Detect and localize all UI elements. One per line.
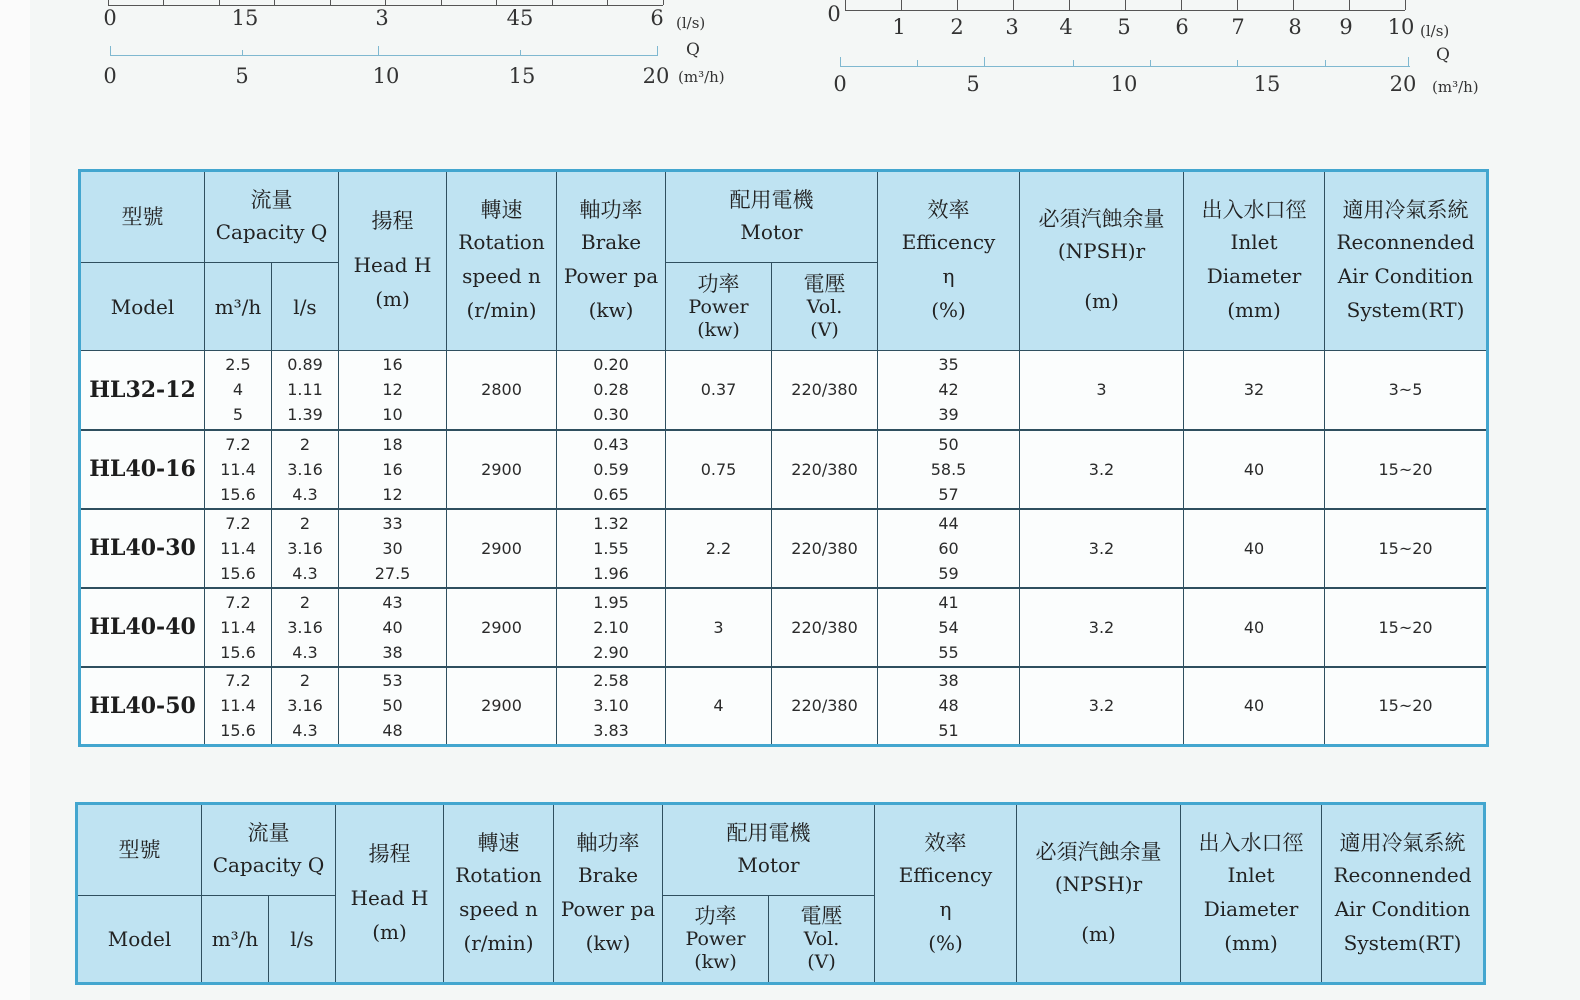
page-margin [0, 0, 30, 1000]
motor-header: 配用電機 Motor [666, 171, 878, 263]
motor-power-cell: 2.2 [666, 509, 772, 588]
table-row [80, 509, 1488, 588]
model-cell: HL40-50 [80, 667, 205, 746]
right-top-label: 2 [950, 15, 964, 39]
model-cell: HL40-30 [80, 509, 205, 588]
right-flow-scale [760, 0, 1580, 110]
right-top-label: 5 [1117, 15, 1131, 39]
brake-power-cell: 0.43 0.59 0.65 [557, 430, 666, 509]
motor-power-header: 功率 Power (kw) [663, 896, 769, 984]
inlet-cell: 32 [1184, 351, 1325, 430]
motor-voltage-cell: 220/380 [772, 351, 878, 430]
right-top-label: 10 [1387, 15, 1415, 39]
model-cell: HL32-12 [80, 351, 205, 430]
motor-voltage-cell: 220/380 [772, 430, 878, 509]
left-top-label: 15 [231, 6, 259, 30]
speed-cell: 2900 [447, 588, 557, 667]
table-row [80, 588, 1488, 667]
npsh-header: 必須汽蝕余量 (NPSH)r (m) [1020, 171, 1184, 351]
table-row [80, 430, 1488, 509]
right-top-label: 1 [892, 15, 906, 39]
inlet-cell: 40 [1184, 667, 1325, 746]
efficiency-header: 效率 Efficency η (%) [875, 804, 1017, 984]
efficiency-cell: 35 42 39 [878, 351, 1020, 430]
npsh-cell: 3.2 [1020, 509, 1184, 588]
brake-power-cell: 2.58 3.10 3.83 [557, 667, 666, 746]
model-cell: HL40-16 [80, 430, 205, 509]
left-bottom-label: 0 [103, 64, 117, 88]
inlet-cell: 40 [1184, 430, 1325, 509]
capacity-ls-header: l/s [269, 896, 336, 984]
motor-voltage-header: 電壓 Vol. (V) [769, 896, 875, 984]
speed-header: 轉速 Rotation speed n (r/min) [447, 171, 557, 351]
motor-power-cell: 3 [666, 588, 772, 667]
motor-header: 配用電機 Motor [663, 804, 875, 896]
brake-power-cell: 1.32 1.55 1.96 [557, 509, 666, 588]
right-top-label: 9 [1339, 15, 1353, 39]
speed-cell: 2800 [447, 351, 557, 430]
capacity-m3h-header: m³/h [205, 263, 272, 351]
right-top-label: 0 [827, 2, 841, 26]
left-bottom-label: 5 [235, 64, 249, 88]
spec-table-header [80, 171, 1488, 351]
right-top-unit: (l/s) [1420, 22, 1450, 40]
capacity-m3h-cell: 7.2 11.4 15.6 [205, 588, 272, 667]
air-condition-cell: 15~20 [1325, 588, 1488, 667]
speed-cell: 2900 [447, 667, 557, 746]
right-bottom-label: 0 [833, 72, 847, 96]
left-bottom-label: 15 [508, 64, 536, 88]
capacity-ls-cell: 2 3.16 4.3 [272, 430, 339, 509]
table-row [80, 667, 1488, 746]
motor-voltage-cell: 220/380 [772, 588, 878, 667]
speed-cell: 2900 [447, 430, 557, 509]
model-header-en: Model [80, 263, 205, 351]
model-header: 型號 [80, 171, 205, 263]
air-condition-cell: 15~20 [1325, 509, 1488, 588]
motor-voltage-cell: 220/380 [772, 509, 878, 588]
table-row [80, 351, 1488, 430]
capacity-m3h-cell: 7.2 11.4 15.6 [205, 509, 272, 588]
left-top-label: 45 [506, 6, 534, 30]
head-header: 揚程 Head H (m) [336, 804, 444, 984]
right-top-label: 7 [1231, 15, 1245, 39]
brake-power-cell: 0.20 0.28 0.30 [557, 351, 666, 430]
brake-power-header: 軸功率 Brake Power pa (kw) [554, 804, 663, 984]
head-header: 揚程 Head H (m) [339, 171, 447, 351]
right-top-label: 8 [1288, 15, 1302, 39]
speed-cell: 2900 [447, 509, 557, 588]
brake-power-cell: 1.95 2.10 2.90 [557, 588, 666, 667]
pump-spec-table-2 [75, 802, 1486, 985]
model-cell: HL40-40 [80, 588, 205, 667]
head-cell: 53 50 48 [339, 667, 447, 746]
capacity-ls-cell: 0.89 1.11 1.39 [272, 351, 339, 430]
npsh-cell: 3.2 [1020, 667, 1184, 746]
inlet-cell: 40 [1184, 588, 1325, 667]
right-top-label: 6 [1175, 15, 1189, 39]
capacity-m3h-cell: 7.2 11.4 15.6 [205, 667, 272, 746]
capacity-m3h-cell: 7.2 11.4 15.6 [205, 430, 272, 509]
capacity-m3h-header: m³/h [202, 896, 269, 984]
brake-power-header: 軸功率 Brake Power pa (kw) [557, 171, 666, 351]
left-axis-line [110, 55, 658, 56]
motor-voltage-header: 電壓 Vol. (V) [772, 263, 878, 351]
left-flow-scale [0, 0, 760, 110]
right-top-label: 4 [1059, 15, 1073, 39]
air-condition-cell: 3~5 [1325, 351, 1488, 430]
model-header: 型號 [77, 804, 202, 896]
model-header-en: Model [77, 896, 202, 984]
left-bottom-unit: (m³/h) [678, 68, 725, 86]
capacity-header: 流量 Capacity Q [205, 171, 339, 263]
left-top-unit: (l/s) [676, 14, 706, 32]
right-axis-letter: Q [1436, 45, 1450, 65]
motor-power-cell: 0.75 [666, 430, 772, 509]
efficiency-cell: 41 54 55 [878, 588, 1020, 667]
air-condition-header: 適用冷氣系統 Reconnended Air Condition System(RT) [1322, 804, 1485, 984]
air-condition-header: 適用冷氣系統 Reconnended Air Condition System(RT) [1325, 171, 1488, 351]
head-cell: 33 30 27.5 [339, 509, 447, 588]
air-condition-cell: 15~20 [1325, 667, 1488, 746]
pump-spec-table [78, 169, 1489, 747]
efficiency-cell: 38 48 51 [878, 667, 1020, 746]
right-bottom-label: 5 [966, 72, 980, 96]
capacity-ls-header: l/s [272, 263, 339, 351]
left-top-label: 0 [103, 6, 117, 30]
head-cell: 18 16 12 [339, 430, 447, 509]
right-bottom-unit: (m³/h) [1432, 78, 1479, 96]
right-bottom-label: 15 [1253, 72, 1281, 96]
head-cell: 16 12 10 [339, 351, 447, 430]
left-axis-letter: Q [686, 40, 700, 60]
motor-power-header: 功率 Power (kw) [666, 263, 772, 351]
right-bottom-label: 20 [1389, 72, 1417, 96]
capacity-ls-cell: 2 3.16 4.3 [272, 667, 339, 746]
inlet-header: 出入水口徑 Inlet Diameter (mm) [1184, 171, 1325, 351]
right-chart-baseline [845, 0, 1405, 11]
left-bottom-label: 20 [642, 64, 670, 88]
capacity-ls-cell: 2 3.16 4.3 [272, 509, 339, 588]
efficiency-cell: 50 58.5 57 [878, 430, 1020, 509]
capacity-ls-cell: 2 3.16 4.3 [272, 588, 339, 667]
capacity-m3h-cell: 2.5 4 5 [205, 351, 272, 430]
motor-power-cell: 4 [666, 667, 772, 746]
spec-table-body [80, 351, 1488, 746]
left-top-label: 6 [650, 6, 664, 30]
efficiency-cell: 44 60 59 [878, 509, 1020, 588]
efficiency-header: 效率 Efficency η (%) [878, 171, 1020, 351]
npsh-header: 必須汽蝕余量 (NPSH)r (m) [1017, 804, 1181, 984]
npsh-cell: 3.2 [1020, 430, 1184, 509]
left-bottom-label: 10 [372, 64, 400, 88]
inlet-header: 出入水口徑 Inlet Diameter (mm) [1181, 804, 1322, 984]
motor-power-cell: 0.37 [666, 351, 772, 430]
left-top-label: 3 [375, 6, 389, 30]
speed-header: 轉速 Rotation speed n (r/min) [444, 804, 554, 984]
right-top-label: 3 [1005, 15, 1019, 39]
motor-voltage-cell: 220/380 [772, 667, 878, 746]
right-bottom-label: 10 [1110, 72, 1138, 96]
head-cell: 43 40 38 [339, 588, 447, 667]
inlet-cell: 40 [1184, 509, 1325, 588]
spec-table-2-header [77, 804, 1485, 984]
npsh-cell: 3.2 [1020, 588, 1184, 667]
air-condition-cell: 15~20 [1325, 430, 1488, 509]
capacity-header: 流量 Capacity Q [202, 804, 336, 896]
npsh-cell: 3 [1020, 351, 1184, 430]
